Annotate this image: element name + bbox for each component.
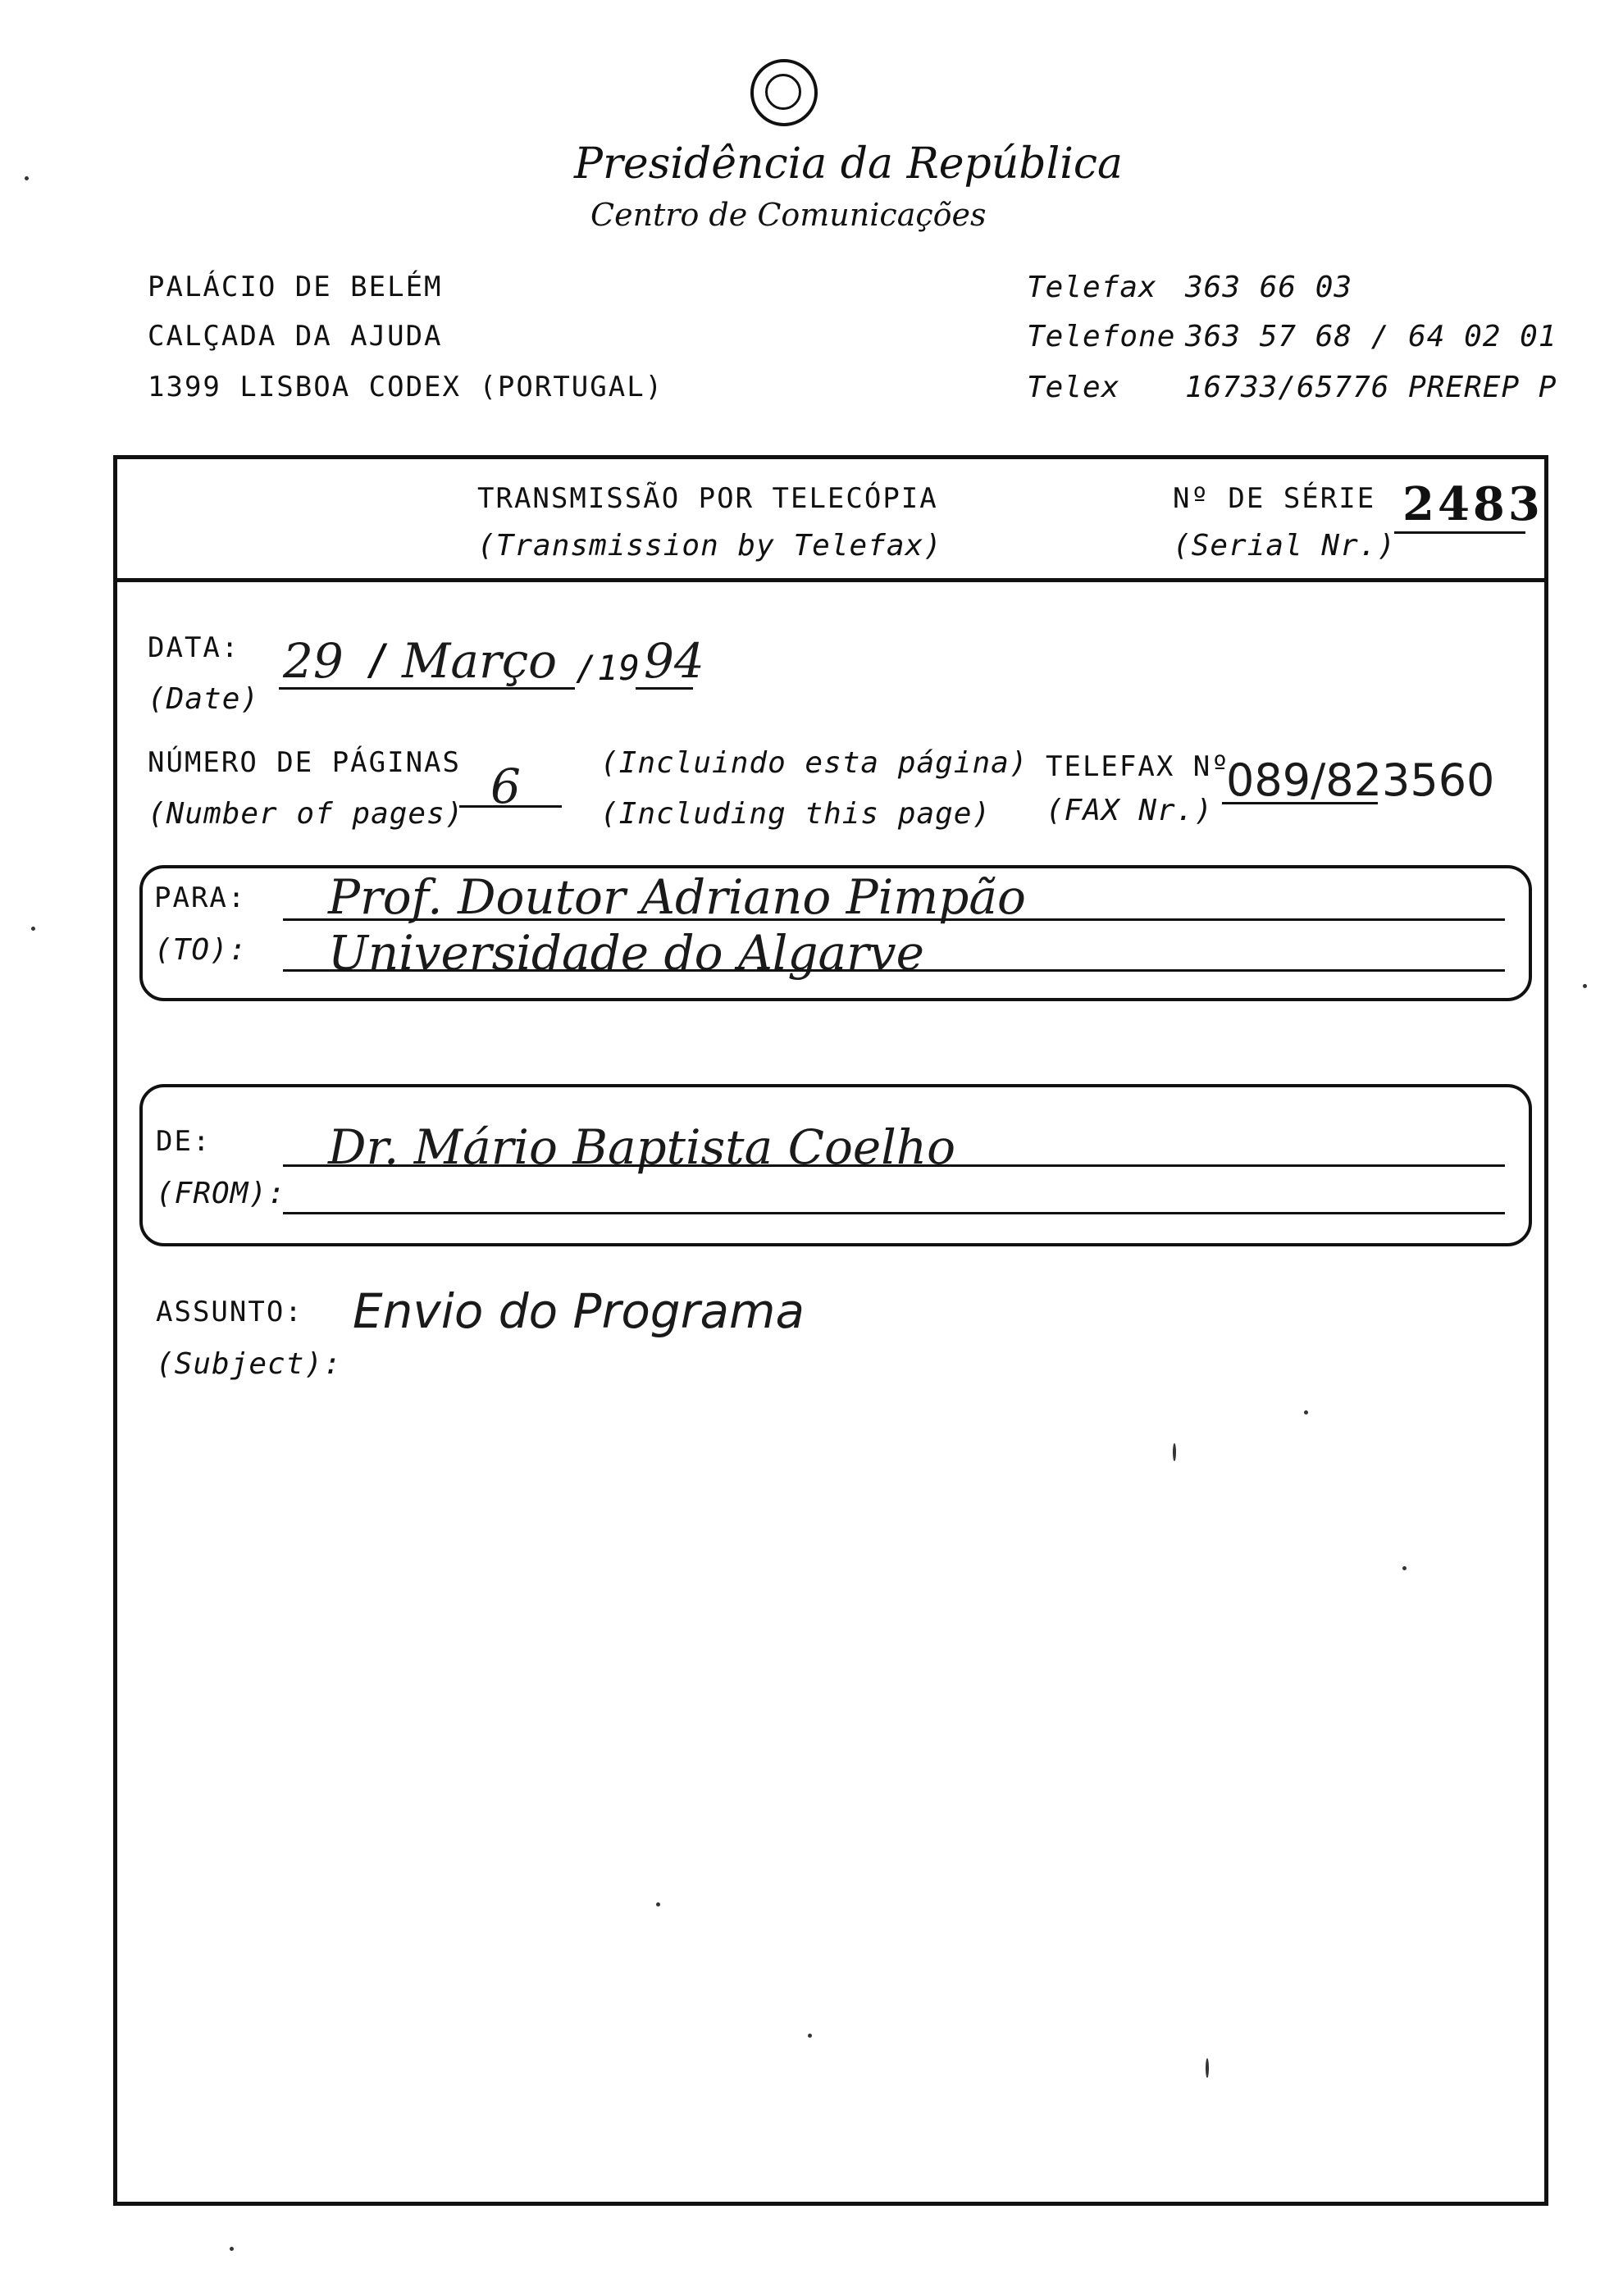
date-year-line xyxy=(636,687,693,690)
date-day: 29 xyxy=(283,633,344,689)
address-line-1: PALÁCIO DE BELÉM xyxy=(148,271,443,303)
to-rule-1 xyxy=(283,918,1505,921)
contact-telex-label: Telex xyxy=(1027,371,1120,404)
serial-label-en: (Serial Nr.) xyxy=(1173,529,1397,563)
republic-seal-icon xyxy=(750,59,818,126)
pages-note-en: (Including this page) xyxy=(600,797,992,831)
subject-label-pt: ASSUNTO: xyxy=(156,1296,303,1328)
letterhead-subtitle: Centro de Comunicações xyxy=(590,197,987,233)
address-line-2: CALÇADA DA AJUDA xyxy=(148,320,443,353)
date-year-prefix: /19 xyxy=(576,648,641,688)
letterhead-title: Presidência da República xyxy=(574,139,1123,189)
contact-telefax-value: 363 66 03 xyxy=(1185,271,1353,304)
scan-speck xyxy=(1206,2058,1209,2078)
address-line-3: 1399 LISBOA CODEX (PORTUGAL) xyxy=(148,371,664,403)
contact-telefone-value: 363 57 68 / 64 02 01 xyxy=(1185,320,1557,353)
contact-telex-value: 16733/65776 PREREP P xyxy=(1185,371,1557,404)
date-separator: / xyxy=(365,636,391,685)
to-label-en: (TO): xyxy=(154,933,248,967)
scan-speck xyxy=(1583,984,1587,988)
scan-speck xyxy=(25,176,29,180)
form-heading-en: (Transmission by Telefax) xyxy=(477,529,942,563)
subject-label-en: (Subject): xyxy=(156,1347,342,1381)
scan-speck xyxy=(230,2247,234,2251)
from-line-1: Dr. Mário Baptista Coelho xyxy=(328,1119,956,1175)
scan-speck xyxy=(31,927,35,931)
pages-underline xyxy=(459,805,562,808)
pages-label-en: (Number of pages) xyxy=(148,797,464,831)
pages-label-pt: NÚMERO DE PÁGINAS xyxy=(148,746,461,779)
from-rule-1 xyxy=(283,1164,1505,1167)
serial-number: 2483 xyxy=(1402,477,1543,531)
from-rule-2 xyxy=(283,1212,1505,1214)
contact-telefone-label: Telefone xyxy=(1027,320,1176,353)
fax-value: 089/823560 xyxy=(1226,754,1495,806)
to-label-pt: PARA: xyxy=(154,882,247,914)
header-divider xyxy=(113,578,1544,582)
scan-speck xyxy=(1304,1410,1308,1414)
to-line-1: Prof. Doutor Adriano Pimpão xyxy=(328,869,1026,925)
date-year: 94 xyxy=(644,633,704,689)
scan-speck xyxy=(1173,1443,1176,1461)
date-month-line xyxy=(399,687,575,690)
fax-label-pt: TELEFAX Nº xyxy=(1046,750,1230,783)
scan-speck xyxy=(656,1902,660,1906)
fax-form-frame xyxy=(113,455,1548,2206)
date-day-line xyxy=(279,687,410,690)
pages-note-pt: (Incluindo esta página) xyxy=(600,746,1028,780)
pages-value: 6 xyxy=(490,758,521,814)
serial-label-pt: Nº DE SÉRIE xyxy=(1173,482,1376,515)
scan-speck xyxy=(1402,1566,1407,1570)
serial-underline xyxy=(1394,531,1525,534)
date-label-pt: DATA: xyxy=(148,631,240,664)
subject-value: Envio do Programa xyxy=(353,1283,805,1339)
date-month: Março xyxy=(402,633,558,689)
contact-telefax-label: Telefax xyxy=(1027,271,1157,304)
fax-underline xyxy=(1222,802,1378,804)
fax-label-en: (FAX Nr.) xyxy=(1046,794,1214,827)
date-label-en: (Date) xyxy=(148,682,260,716)
to-rule-2 xyxy=(283,969,1505,972)
from-label-pt: DE: xyxy=(156,1125,212,1158)
to-line-2: Universidade do Algarve xyxy=(328,925,924,981)
from-label-en: (FROM): xyxy=(156,1177,286,1210)
scan-speck xyxy=(808,2034,812,2038)
form-heading-pt: TRANSMISSÃO POR TELECÓPIA xyxy=(477,482,938,515)
